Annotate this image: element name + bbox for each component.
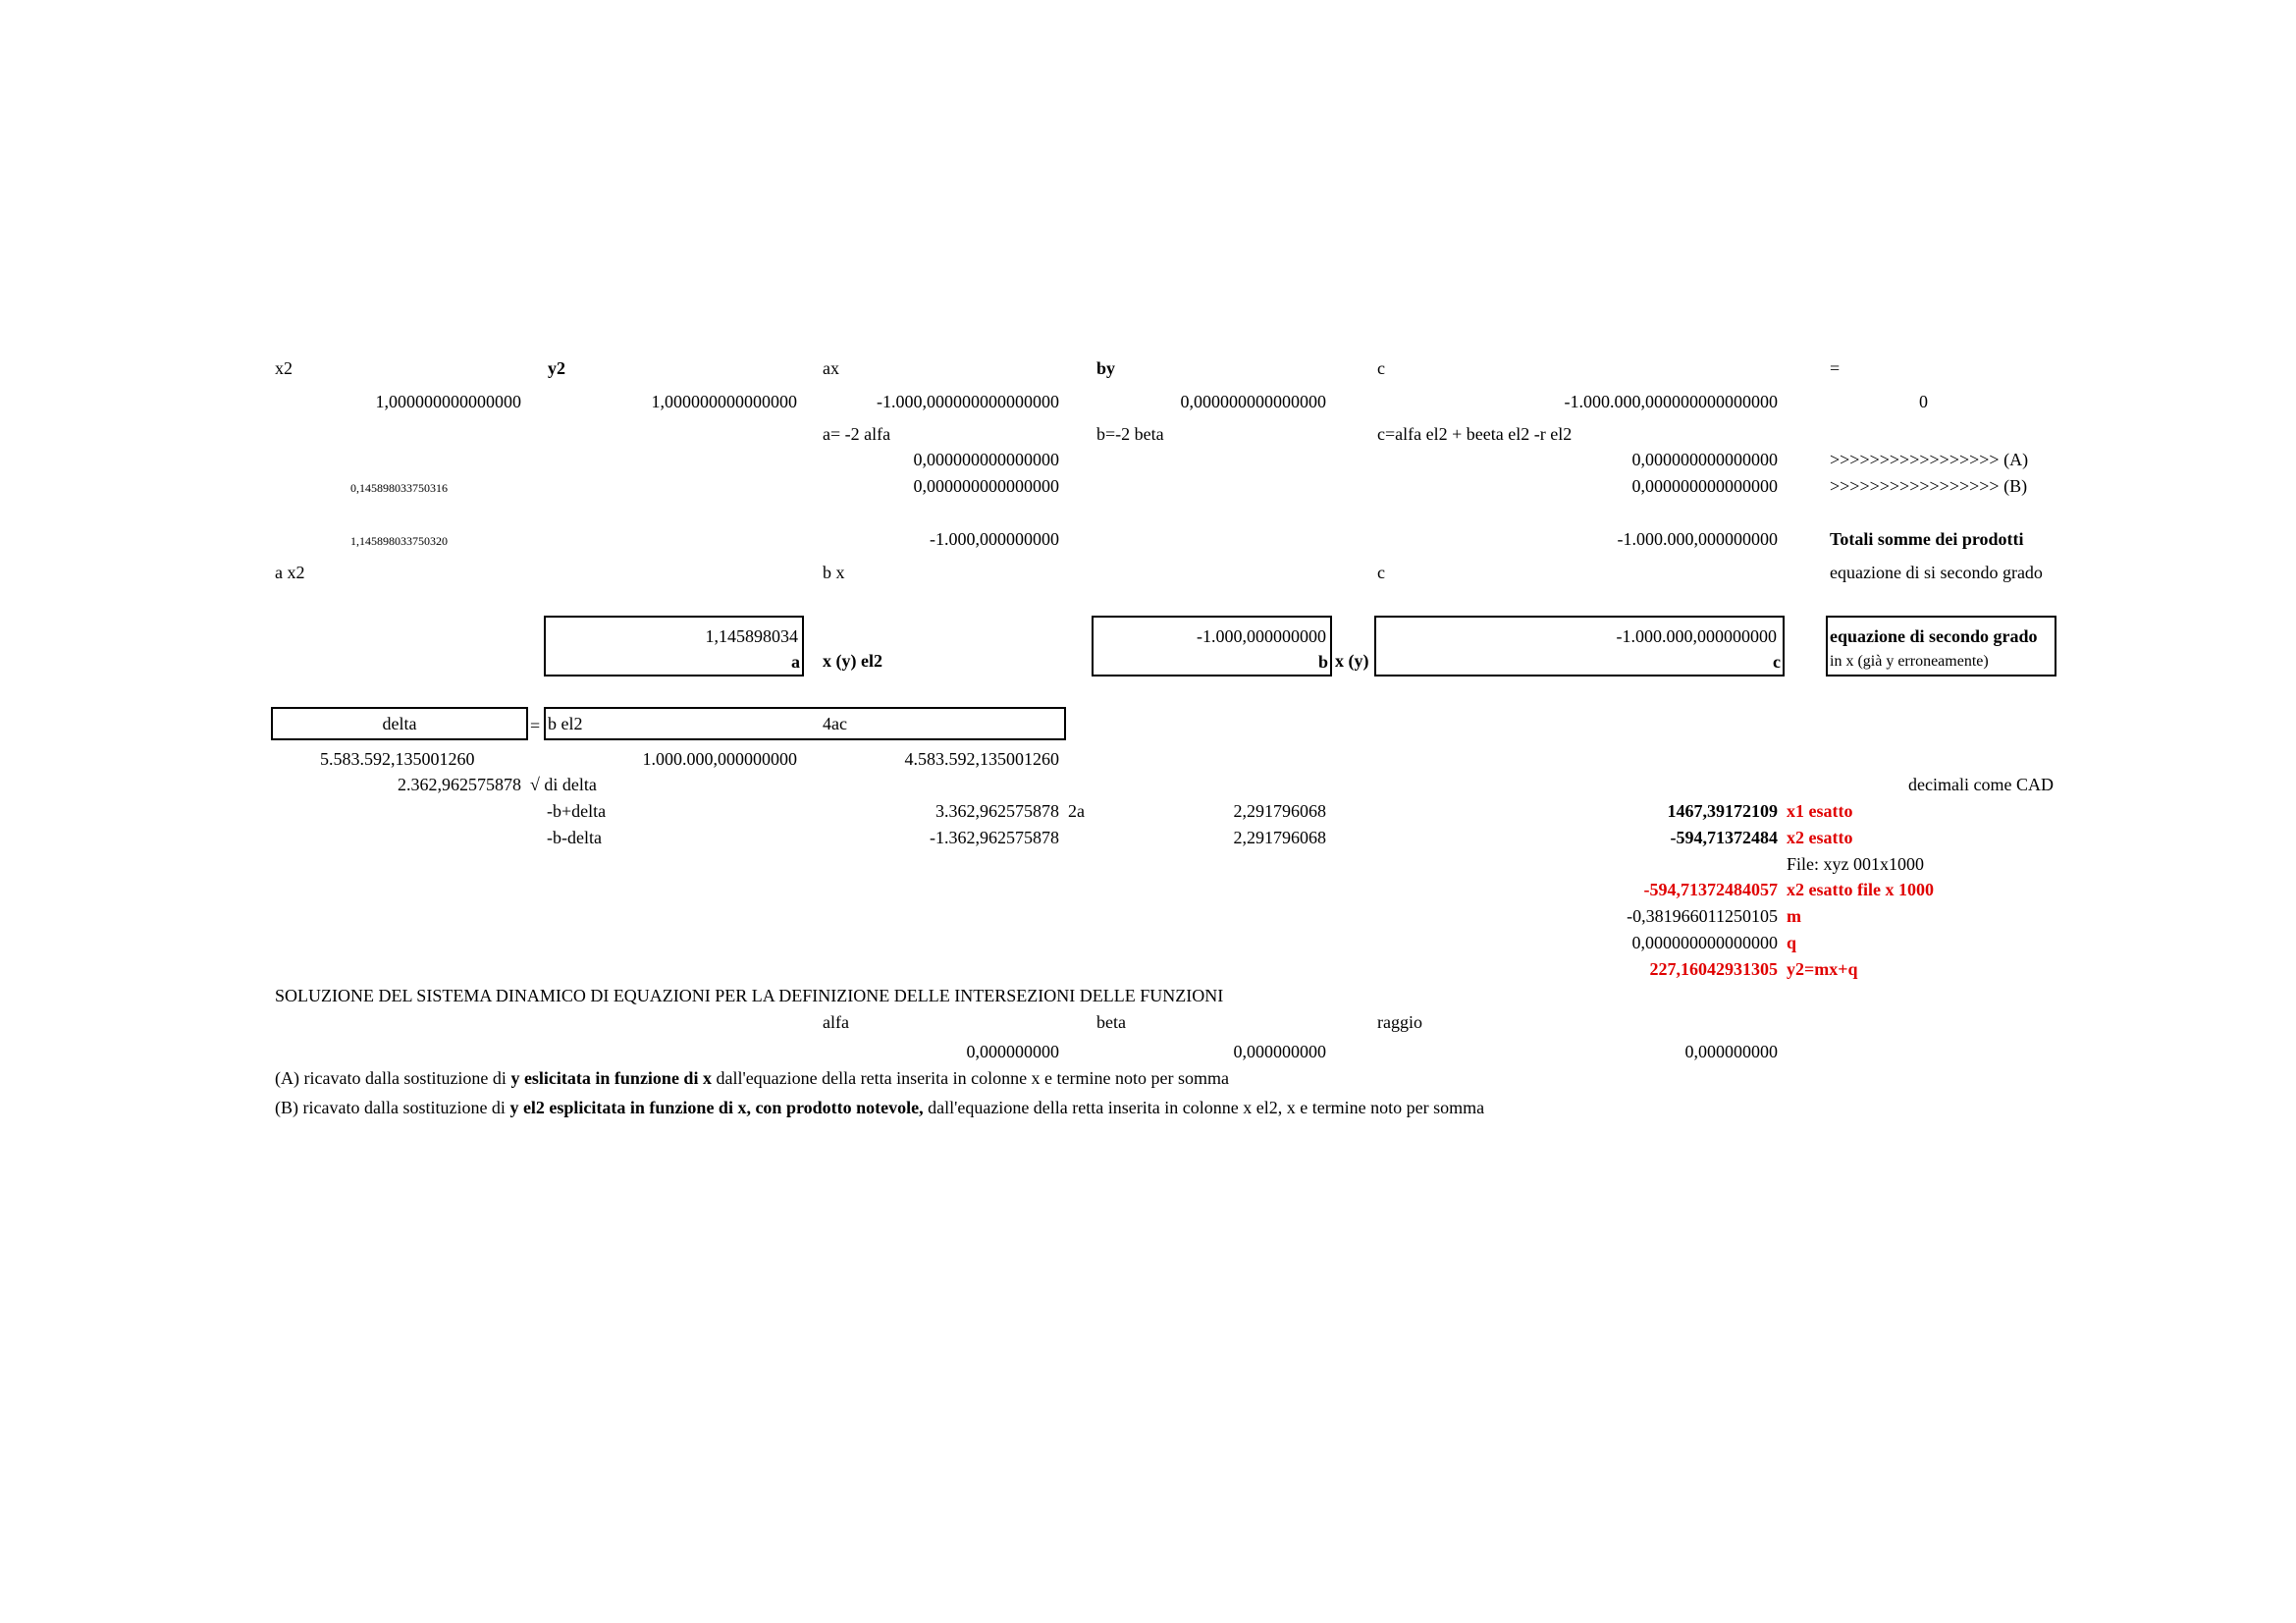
note-b-bold: y el2 esplicitata in funzione di x, con prodotto notevole, <box>509 1098 924 1117</box>
coefficient-a-value: 1,145898034 <box>705 626 798 646</box>
x1-value: 1467,39172109 <box>1667 801 1778 821</box>
value-c: -1.000.000,000000000000000 <box>1564 392 1778 411</box>
y2-value: 227,16042931305 <box>1649 959 1778 979</box>
label-ax2: a x2 <box>275 563 305 582</box>
header-c: c <box>1377 358 1385 378</box>
equation-type-box <box>1826 616 2056 676</box>
raggio-label: raggio <box>1377 1012 1422 1032</box>
coefficient-a-box <box>544 616 804 676</box>
coefficient-b-label: b <box>1317 652 1328 672</box>
solution-title: SOLUZIONE DEL SISTEMA DINAMICO DI EQUAZIONI PER LA DEFINIZIONE DELLE INTERSEZIONI DELLE FUNZIONI <box>275 986 1224 1005</box>
x2-file-label: x2 esatto file x 1000 <box>1787 880 1934 899</box>
coefficient-b-value: -1.000,000000000 <box>1197 626 1326 646</box>
q-label: q <box>1787 933 1797 952</box>
bel2-value: 1.000.000,000000000 <box>642 749 797 769</box>
equation-type-subtitle: in x (già y erroneamente) <box>1830 653 1989 670</box>
rowB-ax: 0,000000000000000 <box>913 476 1059 496</box>
rowA-label: >>>>>>>>>>>>>>>>> (A) <box>1830 450 2029 469</box>
y2-label: y2=mx+q <box>1787 959 1858 979</box>
value-ax: -1.000,000000000000000 <box>877 392 1059 411</box>
m-label: m <box>1787 906 1801 926</box>
def-a: a= -2 alfa <box>823 424 891 444</box>
two-a-value-1: 2,291796068 <box>1233 801 1326 821</box>
coefficient-c-value: -1.000.000,000000000 <box>1616 626 1777 646</box>
fourac-label: 4ac <box>823 714 847 733</box>
rowA-c: 0,000000000000000 <box>1631 450 1778 469</box>
header-y2: y2 <box>548 358 565 378</box>
x2-file-value: -594,71372484057 <box>1643 880 1778 899</box>
def-c: c=alfa el2 + beeta el2 -r el2 <box>1377 424 1573 444</box>
value-equals: 0 <box>1919 392 1928 411</box>
coefficient-c-box <box>1374 616 1785 676</box>
q-value: 0,000000000000000 <box>1631 933 1778 952</box>
equation-type-title: equazione di secondo grado <box>1830 626 2038 646</box>
delta-label: delta <box>382 714 417 733</box>
x1-label: x1 esatto <box>1787 801 1853 821</box>
sqrt-delta-value: 2.362,962575878 <box>398 775 521 794</box>
file-name: File: xyz 001x1000 <box>1787 854 1924 874</box>
x2-label: x2 esatto <box>1787 828 1853 847</box>
label-bx: b x <box>823 563 845 582</box>
beta-value: 0,000000000 <box>1233 1042 1326 1061</box>
note-a-pre: (A) ricavato dalla sostituzione di <box>275 1068 511 1088</box>
note-a-post: dall'equazione della retta inserita in colonne x e termine noto per somma <box>711 1068 1230 1088</box>
bel2-label: b el2 <box>548 714 583 733</box>
note-b-post: dall'equazione della retta inserita in colonne x el2, x e termine noto per somma <box>923 1098 1485 1117</box>
header-by: by <box>1096 358 1116 378</box>
totals-ax: -1.000,000000000 <box>930 529 1059 549</box>
label-c: c <box>1377 563 1385 582</box>
decimali-note: decimali come CAD <box>1908 775 2054 794</box>
rowB-small: 0,145898033750316 <box>350 481 448 495</box>
rowB-c: 0,000000000000000 <box>1631 476 1778 496</box>
m-value: -0,381966011250105 <box>1627 906 1778 926</box>
value-by: 0,000000000000000 <box>1180 392 1326 411</box>
note-b <box>275 1097 1484 1118</box>
plus-label: -b+delta <box>547 801 607 821</box>
value-x2: 1,000000000000000 <box>375 392 521 411</box>
def-b: b=-2 beta <box>1096 424 1164 444</box>
alfa-label: alfa <box>823 1012 849 1032</box>
minus-value: -1.362,962575878 <box>930 828 1059 847</box>
beta-label: beta <box>1096 1012 1126 1032</box>
totals-label: Totali somme dei prodotti <box>1830 529 2024 549</box>
coefficient-b-box <box>1092 616 1332 676</box>
header-x2: x2 <box>275 358 293 378</box>
bel2-4ac-box <box>544 707 1066 740</box>
note-a-bold: y eslicitata in funzione di x <box>510 1068 712 1088</box>
delta-box <box>271 707 528 740</box>
header-ax: ax <box>823 358 839 378</box>
two-a-label: 2a <box>1068 801 1085 821</box>
rowB-label: >>>>>>>>>>>>>>>>> (B) <box>1830 476 2028 496</box>
coefficient-c-label: c <box>1773 652 1781 672</box>
delta-value: 5.583.592,135001260 <box>320 749 475 769</box>
coefficient-a-label: a <box>791 652 800 672</box>
x-y-label: x (y) <box>1335 651 1369 671</box>
rowA-ax: 0,000000000000000 <box>913 450 1059 469</box>
x2-value: -594,71372484 <box>1670 828 1778 847</box>
two-a-value-2: 2,291796068 <box>1233 828 1326 847</box>
minus-label: -b-delta <box>547 828 602 847</box>
fourac-value: 4.583.592,135001260 <box>904 749 1059 769</box>
sqrt-delta-label: √ di delta <box>530 775 597 794</box>
label-desc: equazione di si secondo grado <box>1830 563 2043 582</box>
delta-equals: = <box>530 716 541 735</box>
plus-value: 3.362,962575878 <box>935 801 1059 821</box>
note-a <box>275 1067 1229 1089</box>
raggio-value: 0,000000000 <box>1684 1042 1778 1061</box>
x-y-el2-label: x (y) el2 <box>823 651 882 671</box>
header-equals: = <box>1830 358 1841 378</box>
alfa-value: 0,000000000 <box>966 1042 1059 1061</box>
totals-small: 1,145898033750320 <box>350 534 448 548</box>
value-y2: 1,000000000000000 <box>651 392 797 411</box>
note-b-pre: (B) ricavato dalla sostituzione di <box>275 1098 510 1117</box>
totals-c: -1.000.000,000000000 <box>1617 529 1778 549</box>
